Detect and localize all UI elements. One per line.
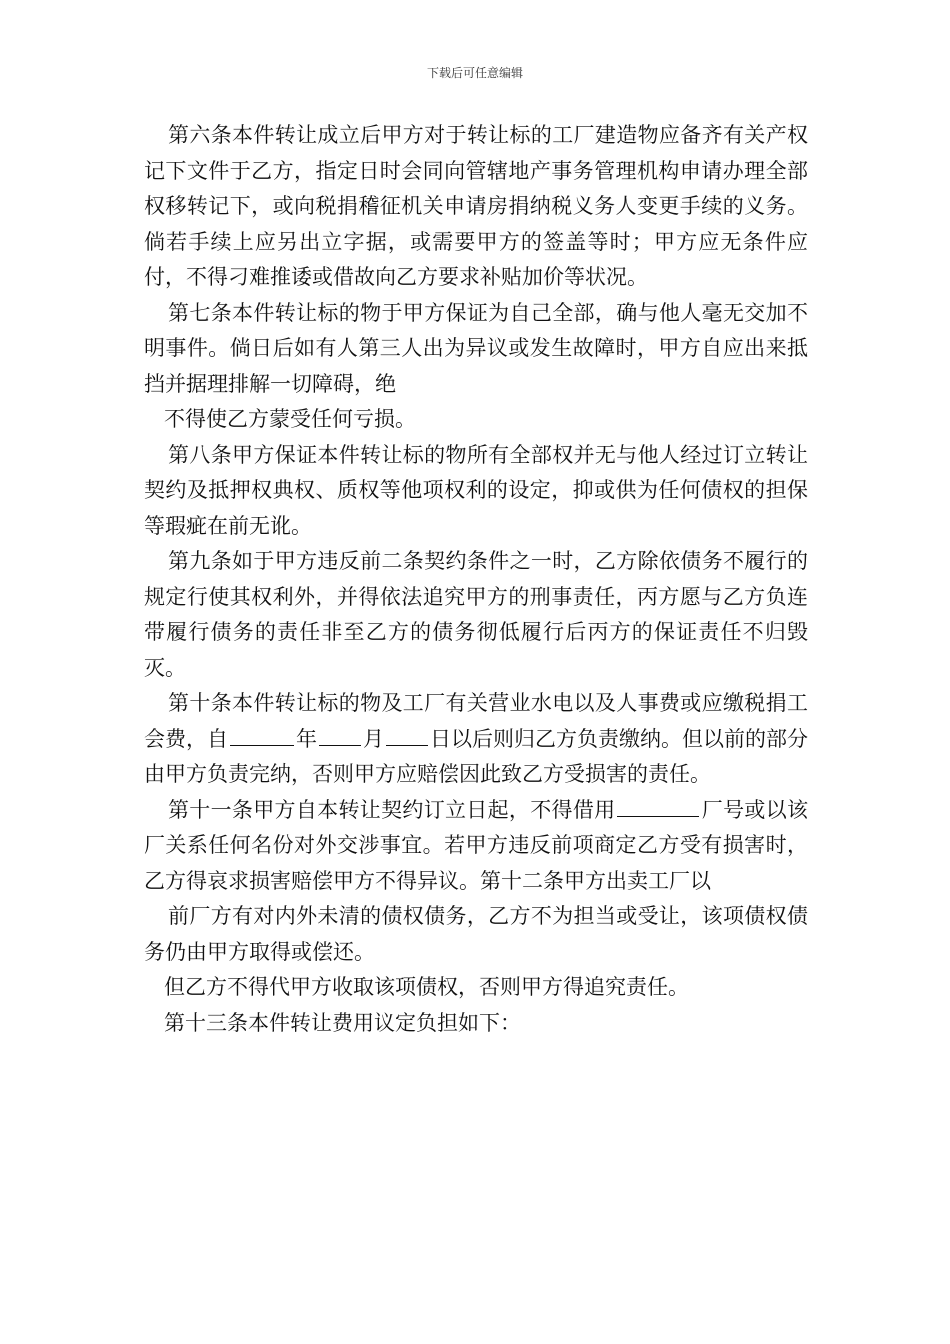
article-12-continuation: 前厂方有对内外未清的债权债务，乙方不为担当或受让，该项债权债务仍由甲方取得或偿还。 [144,904,808,964]
article-13-paragraph: 第十三条本件转让费用议定负担如下： [164,1010,521,1035]
article-8-paragraph: 第八条甲方保证本件转让标的物所有全部权并无与他人经过订立转让契约及抵押权典权、质权等他项权利的设定，抑或供为任何债权的担保等瑕疵在前无讹。 [144,442,808,538]
year-label: 年 [296,726,317,751]
article-7-continuation: 不得使乙方蒙受任何亏损。 [164,407,416,431]
page-header: 下载后可任意编辑 [426,66,523,80]
article-6-paragraph: 第六条本件转让成立后甲方对于转让标的工厂建造物应备齐有关产权记下文件于乙方，指定日时会同向管辖地产事务管理机构申请办理全部权移转记下，或向税捐稽征机关申请房捐纳税义务人变更手续的义务。倘若手续上应另出立字据，或需要甲方的签盖等时；甲方应无条件应付，不得刁难推诿或借故向乙方要求补贴加价等状况。 [144,123,808,289]
article-9-paragraph: 第九条如于甲方违反前二条契约条件之一时，乙方除依债务不履行的规定行使其权利外，并得依法追究甲方的刑事责任，丙方愿与乙方负连带履行债务的责任非至乙方的债务彻低履行后丙方的保证责任不归毁灭。 [144,549,808,680]
factory-name-blank[interactable] [617,795,699,817]
article-10-text-part-1: 第十条本件转让标的物及工厂有关营业水电以及人事费或应缴税捐工会费，自 [144,691,808,751]
article-10-paragraph [144,686,808,793]
month-blank[interactable] [319,724,361,746]
article-7-paragraph: 第七条本件转让标的物于甲方保证为自己全部，确与他人毫无交加不明事件。倘日后如有人第三人出为异议或发生故障时，甲方自应出来抵挡并据理排解一切障碍，绝 [144,300,808,396]
article-11-text-part-2: 厂号或以该厂关系任何名份对外交涉事宜。若甲方违反前项商定乙方受有损害时，乙方得哀求损害赔偿甲方不得异议。第十二条甲方出卖工厂以 [144,797,809,893]
article-11-paragraph [144,793,808,900]
day-blank[interactable] [386,724,428,746]
article-10-text-part-4: 日以后则归乙方负责缴纳。但以前的部分由甲方负责完纳，否则甲方应赔偿因此致乙方受损害的责任。 [144,726,808,786]
year-blank[interactable] [230,724,294,746]
document-body [144,118,808,1041]
month-label: 月 [363,726,384,751]
article-11-text-part-1: 第十一条甲方自本转让契约订立日起，不得借用 [168,797,616,822]
article-12-note: 但乙方不得代甲方收取该项债权，否则甲方得追究责任。 [164,975,689,999]
